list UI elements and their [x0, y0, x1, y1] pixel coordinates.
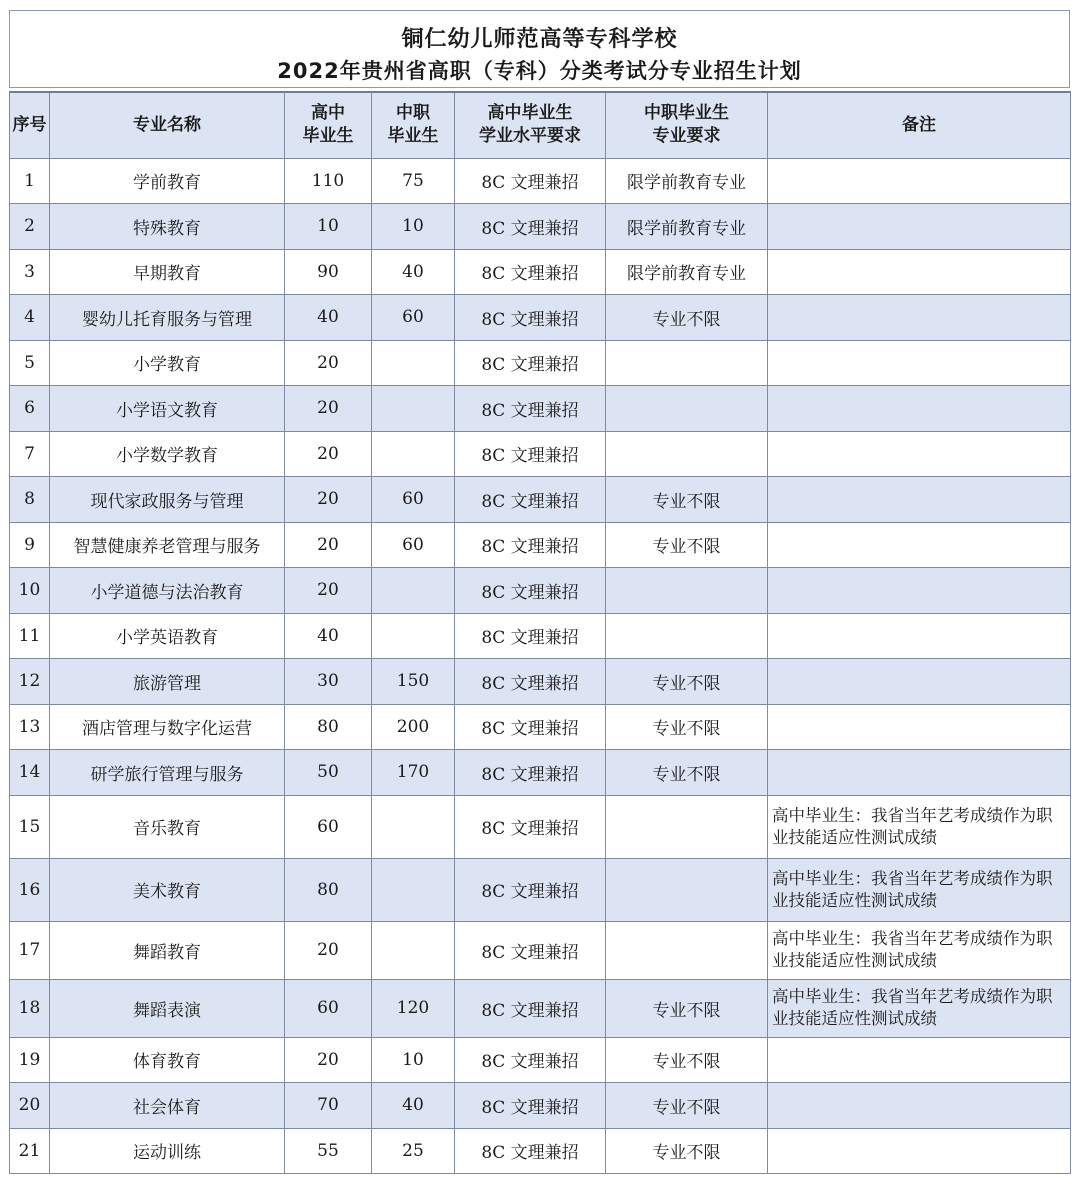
- row-vs-req: 专业不限: [606, 522, 768, 568]
- row-hs-req: 8C 文理兼招: [455, 979, 606, 1037]
- row-major: 美术教育: [50, 858, 285, 921]
- table-row: [10, 659, 1071, 705]
- table-row: [10, 568, 1071, 614]
- row-note: [768, 568, 1071, 614]
- row-vs-count: 170: [372, 750, 455, 796]
- row-seq: 9: [10, 522, 50, 568]
- row-hs-count: 55: [285, 1128, 372, 1174]
- row-major: 运动训练: [50, 1128, 285, 1174]
- table-row: [10, 249, 1071, 295]
- row-seq: 16: [10, 858, 50, 921]
- row-vs-req: 专业不限: [606, 1083, 768, 1129]
- row-hs-count: 20: [285, 1037, 372, 1083]
- row-note: 高中毕业生：我省当年艺考成绩作为职业技能适应性测试成绩: [768, 921, 1071, 979]
- row-vs-req: 专业不限: [606, 477, 768, 523]
- row-hs-count: 40: [285, 613, 372, 659]
- row-major: 小学语文教育: [50, 386, 285, 432]
- row-vs-req: 专业不限: [606, 979, 768, 1037]
- row-hs-req: 8C 文理兼招: [455, 340, 606, 386]
- row-hs-req: 8C 文理兼招: [455, 295, 606, 341]
- row-vs-req: 限学前教育专业: [606, 158, 768, 204]
- row-major: 音乐教育: [50, 795, 285, 858]
- row-hs-req: 8C 文理兼招: [455, 158, 606, 204]
- row-note: [768, 750, 1071, 796]
- header-hs-req: 高中毕业生 学业水平要求: [455, 92, 606, 158]
- row-vs-count: 120: [372, 979, 455, 1037]
- row-vs-req: [606, 613, 768, 659]
- row-hs-req: 8C 文理兼招: [455, 1037, 606, 1083]
- row-vs-count: 60: [372, 522, 455, 568]
- title-box: [9, 10, 1070, 88]
- row-seq: 21: [10, 1128, 50, 1174]
- row-major: 学前教育: [50, 158, 285, 204]
- table-row: [10, 477, 1071, 523]
- row-major: 现代家政服务与管理: [50, 477, 285, 523]
- table-row: [10, 522, 1071, 568]
- row-major: 小学数学教育: [50, 431, 285, 477]
- row-hs-count: 60: [285, 979, 372, 1037]
- row-seq: 10: [10, 568, 50, 614]
- row-note: [768, 1037, 1071, 1083]
- row-note: [768, 1128, 1071, 1174]
- row-hs-count: 20: [285, 386, 372, 432]
- row-vs-req: 专业不限: [606, 295, 768, 341]
- row-hs-count: 20: [285, 340, 372, 386]
- enrollment-table: [9, 91, 1071, 1174]
- row-hs-req: 8C 文理兼招: [455, 386, 606, 432]
- row-hs-req: 8C 文理兼招: [455, 522, 606, 568]
- row-major: 舞蹈教育: [50, 921, 285, 979]
- row-vs-req: 限学前教育专业: [606, 204, 768, 250]
- row-note: [768, 659, 1071, 705]
- row-vs-count: [372, 613, 455, 659]
- row-vs-req: 限学前教育专业: [606, 249, 768, 295]
- row-vs-req: [606, 431, 768, 477]
- table-row: [10, 921, 1071, 979]
- row-hs-req: 8C 文理兼招: [455, 750, 606, 796]
- row-note: [768, 295, 1071, 341]
- row-seq: 11: [10, 613, 50, 659]
- table-body: [10, 158, 1071, 1174]
- row-hs-count: 20: [285, 568, 372, 614]
- row-seq: 6: [10, 386, 50, 432]
- row-major: 婴幼儿托育服务与管理: [50, 295, 285, 341]
- row-hs-req: 8C 文理兼招: [455, 921, 606, 979]
- row-seq: 5: [10, 340, 50, 386]
- table-row: [10, 979, 1071, 1037]
- row-vs-req: 专业不限: [606, 1037, 768, 1083]
- row-major: 研学旅行管理与服务: [50, 750, 285, 796]
- row-hs-count: 20: [285, 431, 372, 477]
- row-note: [768, 204, 1071, 250]
- row-vs-count: 150: [372, 659, 455, 705]
- table-row: [10, 613, 1071, 659]
- header-vs: 中职 毕业生: [372, 92, 455, 158]
- row-vs-count: [372, 795, 455, 858]
- row-vs-req: [606, 386, 768, 432]
- row-vs-count: 25: [372, 1128, 455, 1174]
- row-vs-count: 60: [372, 295, 455, 341]
- row-seq: 2: [10, 204, 50, 250]
- row-seq: 13: [10, 704, 50, 750]
- row-vs-req: 专业不限: [606, 750, 768, 796]
- row-hs-req: 8C 文理兼招: [455, 795, 606, 858]
- row-major: 小学道德与法治教育: [50, 568, 285, 614]
- row-hs-count: 70: [285, 1083, 372, 1129]
- row-major: 小学教育: [50, 340, 285, 386]
- row-note: 高中毕业生：我省当年艺考成绩作为职业技能适应性测试成绩: [768, 858, 1071, 921]
- row-vs-count: 40: [372, 249, 455, 295]
- row-hs-req: 8C 文理兼招: [455, 249, 606, 295]
- row-hs-count: 30: [285, 659, 372, 705]
- row-vs-count: [372, 921, 455, 979]
- row-major: 社会体育: [50, 1083, 285, 1129]
- row-hs-req: 8C 文理兼招: [455, 858, 606, 921]
- row-seq: 8: [10, 477, 50, 523]
- table-row: [10, 858, 1071, 921]
- table-row: [10, 158, 1071, 204]
- row-note: 高中毕业生：我省当年艺考成绩作为职业技能适应性测试成绩: [768, 979, 1071, 1037]
- row-note: [768, 386, 1071, 432]
- row-vs-req: [606, 795, 768, 858]
- row-note: 高中毕业生：我省当年艺考成绩作为职业技能适应性测试成绩: [768, 795, 1071, 858]
- row-vs-req: 专业不限: [606, 659, 768, 705]
- row-vs-count: 10: [372, 1037, 455, 1083]
- row-vs-req: [606, 340, 768, 386]
- row-seq: 12: [10, 659, 50, 705]
- row-vs-req: [606, 568, 768, 614]
- row-seq: 4: [10, 295, 50, 341]
- row-seq: 1: [10, 158, 50, 204]
- header-vs-req: 中职毕业生 专业要求: [606, 92, 768, 158]
- row-hs-req: 8C 文理兼招: [455, 1128, 606, 1174]
- row-hs-req: 8C 文理兼招: [455, 704, 606, 750]
- row-vs-req: 专业不限: [606, 1128, 768, 1174]
- header-note: 备注: [768, 92, 1071, 158]
- row-vs-count: [372, 386, 455, 432]
- table-row: [10, 1128, 1071, 1174]
- row-note: [768, 1083, 1071, 1129]
- row-seq: 17: [10, 921, 50, 979]
- row-vs-count: 200: [372, 704, 455, 750]
- table-row: [10, 1083, 1071, 1129]
- table-row: [10, 204, 1071, 250]
- row-vs-count: [372, 431, 455, 477]
- row-hs-count: 10: [285, 204, 372, 250]
- row-hs-req: 8C 文理兼招: [455, 659, 606, 705]
- row-hs-req: 8C 文理兼招: [455, 568, 606, 614]
- header-row: [10, 92, 1071, 158]
- table-row: [10, 295, 1071, 341]
- row-major: 舞蹈表演: [50, 979, 285, 1037]
- row-seq: 3: [10, 249, 50, 295]
- row-vs-count: [372, 340, 455, 386]
- row-note: [768, 477, 1071, 523]
- row-vs-count: 75: [372, 158, 455, 204]
- table-row: [10, 1037, 1071, 1083]
- row-hs-count: 60: [285, 795, 372, 858]
- row-major: 旅游管理: [50, 659, 285, 705]
- row-note: [768, 249, 1071, 295]
- row-hs-req: 8C 文理兼招: [455, 477, 606, 523]
- table-row: [10, 750, 1071, 796]
- row-vs-count: 40: [372, 1083, 455, 1129]
- row-major: 小学英语教育: [50, 613, 285, 659]
- row-major: 酒店管理与数字化运营: [50, 704, 285, 750]
- row-seq: 15: [10, 795, 50, 858]
- row-note: [768, 522, 1071, 568]
- table-row: [10, 795, 1071, 858]
- row-major: 特殊教育: [50, 204, 285, 250]
- row-hs-req: 8C 文理兼招: [455, 613, 606, 659]
- row-vs-count: 60: [372, 477, 455, 523]
- row-note: [768, 431, 1071, 477]
- row-hs-count: 50: [285, 750, 372, 796]
- row-hs-req: 8C 文理兼招: [455, 1083, 606, 1129]
- row-major: 早期教育: [50, 249, 285, 295]
- header-hs: 高中 毕业生: [285, 92, 372, 158]
- row-hs-count: 80: [285, 704, 372, 750]
- row-vs-count: [372, 858, 455, 921]
- school-title: 铜仁幼儿师范高等专科学校: [401, 27, 678, 52]
- row-seq: 18: [10, 979, 50, 1037]
- header-seq: 序号: [10, 92, 50, 158]
- row-note: [768, 340, 1071, 386]
- row-hs-req: 8C 文理兼招: [455, 431, 606, 477]
- row-vs-count: 10: [372, 204, 455, 250]
- row-hs-count: 20: [285, 477, 372, 523]
- row-seq: 20: [10, 1083, 50, 1129]
- row-note: [768, 158, 1071, 204]
- row-major: 体育教育: [50, 1037, 285, 1083]
- row-vs-count: [372, 568, 455, 614]
- row-hs-count: 110: [285, 158, 372, 204]
- plan-title: 2022年贵州省高职（专科）分类考试分专业招生计划: [277, 59, 802, 83]
- row-note: [768, 704, 1071, 750]
- header-major: 专业名称: [50, 92, 285, 158]
- row-hs-count: 80: [285, 858, 372, 921]
- row-major: 智慧健康养老管理与服务: [50, 522, 285, 568]
- row-hs-count: 90: [285, 249, 372, 295]
- row-vs-req: [606, 921, 768, 979]
- row-hs-count: 40: [285, 295, 372, 341]
- row-vs-req: [606, 858, 768, 921]
- row-hs-count: 20: [285, 522, 372, 568]
- row-note: [768, 613, 1071, 659]
- table-row: [10, 704, 1071, 750]
- row-seq: 14: [10, 750, 50, 796]
- row-seq: 19: [10, 1037, 50, 1083]
- table-row: [10, 386, 1071, 432]
- table-row: [10, 431, 1071, 477]
- row-vs-req: 专业不限: [606, 704, 768, 750]
- row-seq: 7: [10, 431, 50, 477]
- row-hs-count: 20: [285, 921, 372, 979]
- row-hs-req: 8C 文理兼招: [455, 204, 606, 250]
- table-row: [10, 340, 1071, 386]
